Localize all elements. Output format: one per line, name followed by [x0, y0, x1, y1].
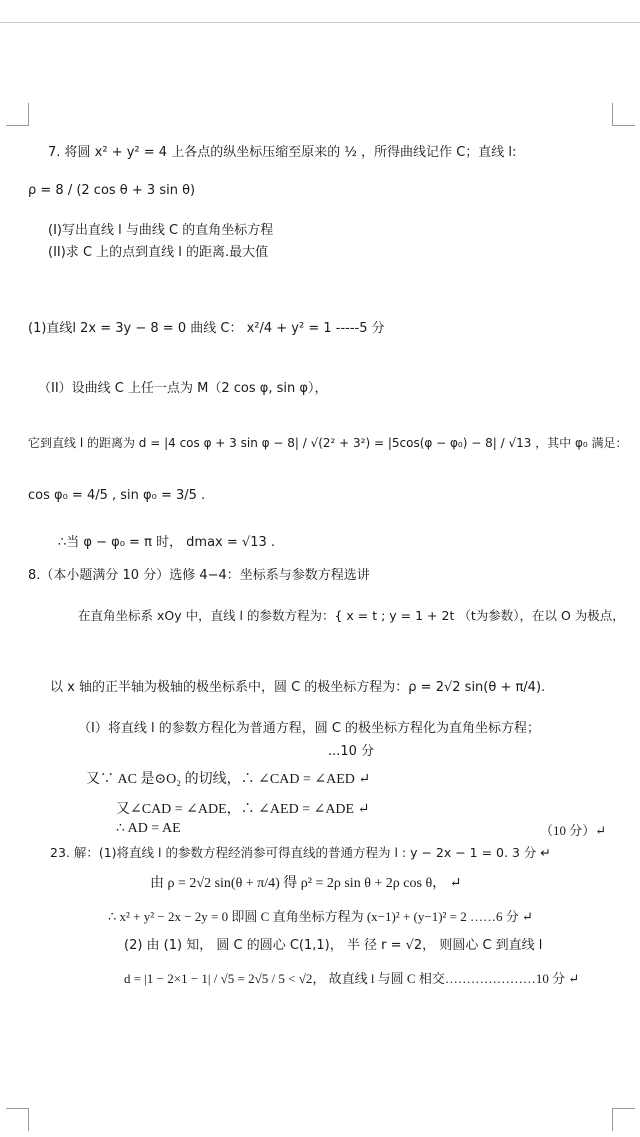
- q7-phi0-condition: cos φ₀ = 4/5 , sin φ₀ = 3/5 .: [28, 488, 206, 503]
- proof-line3: ∴ AD = AE: [116, 821, 181, 836]
- crop-mark-bottom-left: [6, 1108, 29, 1131]
- q23-solution-line3: ∴ x² + y² − 2x − 2y = 0 即圆 C 直角坐标方程为 (x−1)² + (y−1)² = 2 ……6 分 ↵: [108, 909, 533, 924]
- q8-statement-line1: 在直角坐标系 xOy 中，直线 l 的参数方程为：{ x = t ; y = 1 + 2t （t为参数），在以 O 为极点，: [78, 608, 625, 623]
- q7-distance-formula: 它到直线 l 的距离为 d = |4 cos φ + 3 sin φ − 8| / √(2² + 3²) = |5cos(φ − φ₀) − 8| / √13 ，其中 φ₀ 满足：: [28, 436, 628, 450]
- proof-score: （10 分）↵: [540, 823, 607, 838]
- q8-statement-line2: 以 x 轴的正半轴为极轴的极坐标系中，圆 C 的极坐标方程为：ρ = 2√2 sin(θ + π/4).: [50, 680, 546, 695]
- q23-solution-line2: 由 ρ = 2√2 sin(θ + π/4) 得 ρ² = 2ρ sin θ + 2ρ cos θ， ↵: [150, 876, 462, 891]
- q7-part2: (II)求 C 上的点到直线 l 的距离.最大值: [48, 245, 269, 260]
- q23-solution-line1: 23. 解：(1)将直线 l 的参数方程经消参可得直线的普通方程为 l : y − 2x − 1 = 0. 3 分 ↵: [50, 845, 551, 860]
- q7-max-distance: ∴当 φ − φ₀ = π 时， dmax = √13 .: [58, 535, 275, 550]
- q8-part1: （I）将直线 l 的参数方程化为普通方程，圆 C 的极坐标方程化为直角坐标方程；: [78, 721, 541, 736]
- top-divider: [0, 22, 640, 23]
- q23-solution-line4: (2) 由 (1) 知， 圆 C 的圆心 C(1,1)， 半 径 r = √2， 则圆心 C 到直线 l: [124, 938, 543, 953]
- crop-mark-top-left: [6, 103, 29, 126]
- q7-part1: (I)写出直线 l 与曲线 C 的直角坐标方程: [48, 223, 274, 238]
- q7-answer-part1: (1)直线l 2x = 3y − 8 = 0 曲线 C： x²/4 + y² = 1 -----5 分: [28, 321, 385, 336]
- q7-polar-equation: ρ = 8 / (2 cos θ + 3 sin θ): [28, 183, 196, 198]
- q8-score: ...10 分: [328, 744, 375, 759]
- q8-title: 8.（本小题满分 10 分）选修 4−4：坐标系与参数方程选讲: [28, 568, 370, 583]
- proof-line1: 又∵ AC 是⊙O₂ 的切线，∴ ∠CAD = ∠AED ↵: [86, 772, 371, 787]
- crop-mark-bottom-right: [612, 1108, 635, 1131]
- q7-statement-line1: 7. 将圆 x² + y² = 4 上各点的纵坐标压缩至原来的 ½ ，所得曲线记作 C；直线 l:: [48, 145, 517, 160]
- q7-answer-part2-intro: （II）设曲线 C 上任一点为 M（2 cos φ, sin φ），: [38, 381, 328, 396]
- q23-solution-line5: d = |1 − 2×1 − 1| / √5 = 2√5 / 5 < √2， 故直线 l 与圆 C 相交…………………10 分 ↵: [124, 971, 580, 986]
- crop-mark-top-right: [612, 103, 635, 126]
- proof-line2: 又∠CAD = ∠ADE，∴ ∠AED = ∠ADE ↵: [116, 802, 370, 817]
